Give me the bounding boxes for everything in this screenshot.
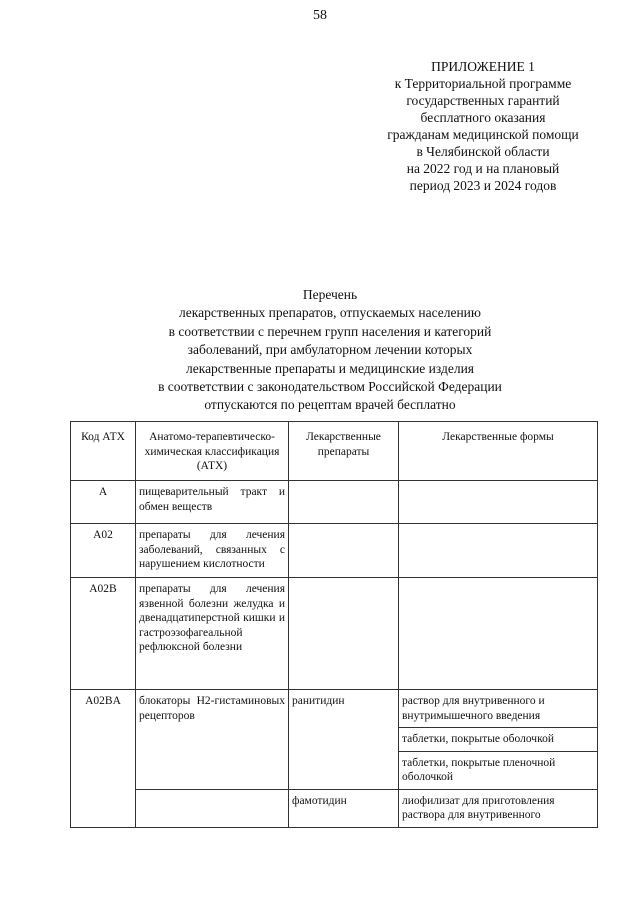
form-item: лиофилизат для приготовления раствора для внутривенного — [402, 794, 555, 821]
form-item: таблетки, покрытые пленочной оболочкой — [402, 756, 556, 783]
cell-code: A02BA — [71, 690, 136, 828]
cell-drug — [289, 524, 399, 578]
table-row — [71, 789, 598, 827]
cell-forms — [399, 578, 598, 690]
title-line: заболеваний, при амбулаторном лечении которых — [187, 342, 473, 358]
document-title — [80, 286, 580, 415]
cell-classification: блокаторы Н2-гистаминовых рецепторов — [136, 690, 289, 790]
appendix-line: в Челябинской области — [416, 144, 550, 159]
appendix-line: бесплатного оказания — [420, 110, 546, 125]
appendix-line: период 2023 и 2024 годов — [409, 178, 557, 193]
table-row — [71, 578, 598, 690]
cell-forms — [399, 690, 598, 790]
title-line: лекарственные препараты и медицинские изделия — [185, 360, 475, 376]
header-forms: Лекарственные формы — [399, 422, 598, 481]
cell-code: A — [71, 481, 136, 524]
cell-forms — [399, 524, 598, 578]
table-row — [71, 690, 598, 790]
cell-classification: препараты для лечения заболеваний, связанных с нарушением кислотности — [136, 524, 289, 578]
form-item: раствор для внутривенного и внутримышечного введения — [399, 690, 597, 728]
title-line: Перечень — [302, 287, 358, 302]
cell-drug — [289, 578, 399, 690]
appendix-line: ПРИЛОЖЕНИЕ 1 — [431, 59, 535, 74]
cell-drug: фамотидин — [289, 789, 399, 827]
table-row — [71, 481, 598, 524]
title-line: в соответствии с законодательством Российской Федерации — [158, 379, 502, 395]
appendix-line: гражданам медицинской помощи — [387, 127, 579, 142]
cell-drug — [289, 481, 399, 524]
appendix-line: государственных гарантий — [406, 93, 560, 108]
cell-classification: пищеварительный тракт и обмен веществ — [136, 481, 289, 524]
cell-classification: препараты для лечения язвенной болезни желудка и двенадцатиперстной кишки и гастроэзофагеальной рефлюксной болезни — [136, 578, 289, 690]
header-code: Код АТХ — [71, 422, 136, 481]
page-number: 58 — [313, 8, 327, 23]
header-drugs: Лекарственные препараты — [289, 422, 399, 481]
title-line: лекарственных препаратов, отпускаемых населению — [179, 305, 481, 321]
cell-code: A02B — [71, 578, 136, 690]
cell-forms — [399, 789, 598, 827]
header-classification: Анатомо-терапевтическо-химическая классификация (АТХ) — [136, 422, 289, 481]
title-line: в соответствии с перечнем групп населения и категорий — [168, 323, 492, 339]
appendix-line: на 2022 год и на плановый — [406, 161, 560, 176]
appendix-line: к Территориальной программе — [394, 76, 572, 91]
table-header-row — [71, 422, 598, 481]
appendix-header — [348, 58, 618, 194]
form-item: таблетки, покрытые оболочкой — [399, 728, 597, 752]
cell-drug: ранитидин — [289, 690, 399, 790]
cell-classification — [136, 789, 289, 827]
cell-forms — [399, 481, 598, 524]
table-row — [71, 524, 598, 578]
title-line: отпускаются по рецептам врачей бесплатно — [204, 397, 456, 413]
cell-code: A02 — [71, 524, 136, 578]
drug-table — [70, 421, 598, 828]
